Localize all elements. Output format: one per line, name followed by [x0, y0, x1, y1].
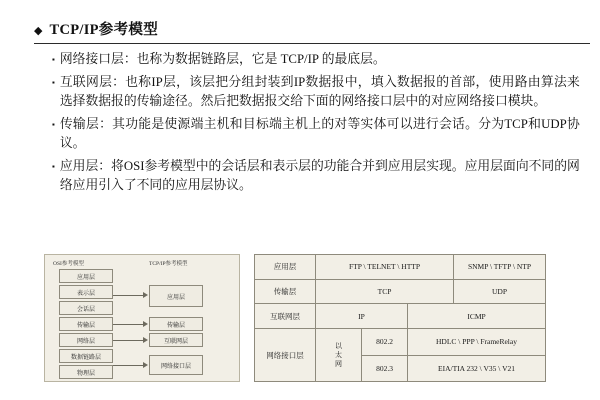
cell-wan-protocols: HDLC \ PPP \ FrameRelay [408, 329, 546, 355]
table-row [255, 255, 546, 280]
bullet-marker-icon: ▪ [52, 161, 55, 171]
tcpip-layer: 互联网层 [149, 333, 203, 347]
ethernet-label-char-1: 以 [335, 341, 342, 350]
cell-internet-icmp: ICMP [408, 304, 546, 329]
cell-physical-standards: EIA/TIA 232 \ V35 \ V21 [408, 355, 546, 381]
list-item-text: 互联网层：也称IP层，该层把分组封装到IP数据报中，填入数据报的首部，使用路由算法来选择数据报的传输途径。然后把数据报交给下面的网络接口层中的对应网络接口模块。 [59, 74, 580, 108]
bullet-marker-icon: ▪ [52, 77, 55, 87]
list-item [52, 157, 580, 196]
list-item [52, 115, 580, 154]
osi-layer: 物理层 [59, 365, 113, 379]
page-title: TCP/IP参考模型 [49, 22, 158, 38]
row-header-internet: 互联网层 [255, 304, 316, 329]
mapping-arrow-line [113, 340, 143, 341]
list-item-text: 网络接口层：也称为数据链路层，它是 TCP/IP 的最底层。 [59, 52, 386, 66]
list-item [52, 73, 580, 112]
osi-layer: 会话层 [59, 301, 113, 315]
row-header-transport: 传输层 [255, 279, 316, 304]
diamond-icon: ◆ [34, 25, 43, 37]
title-divider [34, 43, 590, 44]
osi-layer: 应用层 [59, 269, 113, 283]
mapping-arrow-line [113, 295, 143, 296]
osi-layer: 网络层 [59, 333, 113, 347]
mapping-arrow-line [113, 324, 143, 325]
cell-internet-ip: IP [316, 304, 408, 329]
list-item-text: 应用层：将OSI参考模型中的会话层和表示层的功能合并到应用层实现。应用层面向不同的网络应用引入了不同的应用层协议。 [59, 158, 580, 192]
mapping-arrow-head-icon [143, 337, 148, 343]
mapping-arrow-head-icon [143, 292, 148, 298]
mapping-arrow-head-icon [143, 362, 148, 368]
slide-title-row [22, 18, 580, 39]
cell-802-3: 802.3 [362, 355, 408, 381]
table-row [255, 329, 546, 355]
tcpip-model-caption: TCP/IP参考模型 [149, 261, 188, 267]
table-row [255, 279, 546, 304]
osi-model-caption: OSI参考模型 [53, 261, 84, 267]
list-item-text: 传输层：其功能是使源端主机和目标端主机上的对等实体可以进行会话。分为TCP和UDP协议。 [59, 116, 580, 150]
figure-area [44, 254, 546, 382]
osi-layer: 传输层 [59, 317, 113, 331]
osi-tcpip-mapping-diagram [44, 254, 240, 382]
list-item [52, 50, 580, 70]
tcpip-layer: 传输层 [149, 317, 203, 331]
tcpip-layer: 网络接口层 [149, 355, 203, 375]
ethernet-label-char-2: 太 [335, 350, 342, 359]
cell-transport-tcp: TCP [316, 279, 454, 304]
osi-layer: 数据链路层 [59, 349, 113, 363]
row-header-application: 应用层 [255, 255, 316, 280]
cell-transport-udp: UDP [454, 279, 546, 304]
bullet-marker-icon: ▪ [52, 119, 55, 129]
bullet-marker-icon: ▪ [52, 55, 55, 64]
cell-ethernet-vertical [316, 329, 362, 382]
tcpip-layer: 应用层 [149, 285, 203, 307]
mapping-arrow-head-icon [143, 321, 148, 327]
ethernet-label-char-3: 网 [335, 359, 342, 368]
bullet-list [22, 50, 580, 196]
mapping-arrow-line [113, 365, 143, 366]
cell-application-protocols-2: SNMP \ TFTP \ NTP [454, 255, 546, 280]
table-row [255, 304, 546, 329]
cell-802-2: 802.2 [362, 329, 408, 355]
row-header-network-interface: 网络接口层 [255, 329, 316, 382]
cell-application-protocols-1: FTP \ TELNET \ HTTP [316, 255, 454, 280]
protocol-stack-table [254, 254, 546, 382]
osi-layer: 表示层 [59, 285, 113, 299]
